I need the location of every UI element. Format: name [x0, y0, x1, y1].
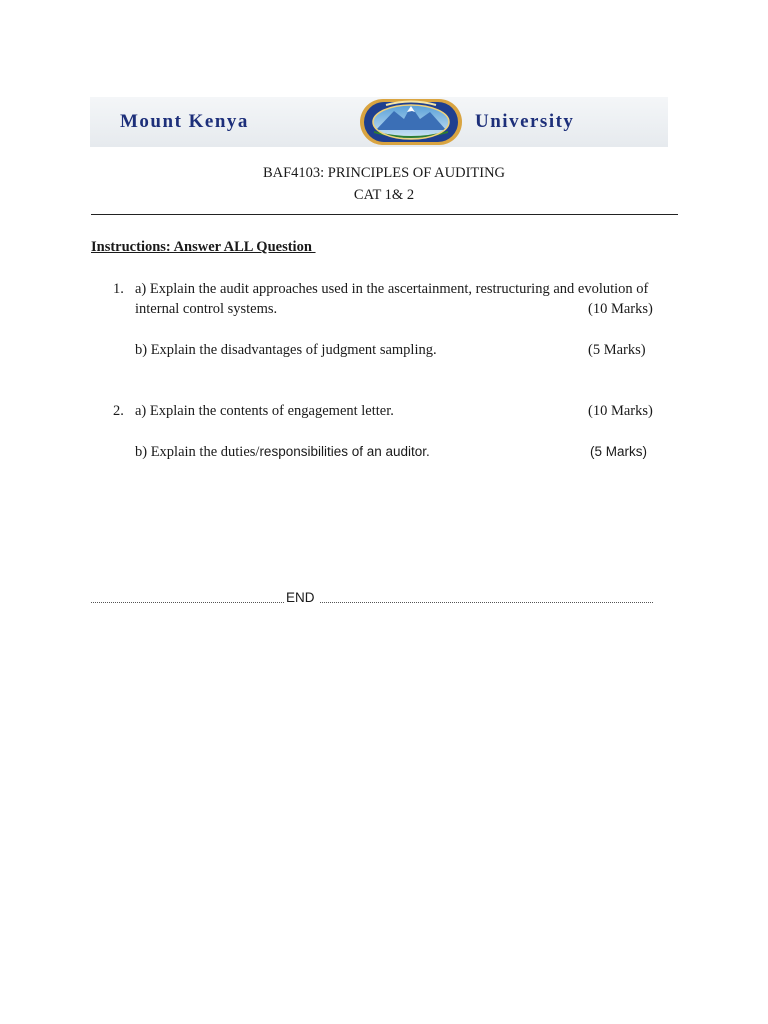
question-1b-marks: (5 Marks) [588, 342, 646, 358]
university-crest-icon [360, 97, 462, 147]
question-1a-text: a) Explain the audit approaches used in the ascertainment, restructuring and evolution of [135, 281, 649, 297]
question-1a-marks: (10 Marks) [588, 301, 653, 317]
dotted-leader-right [320, 602, 653, 603]
question-1b-text: b) Explain the disadvantages of judgment sampling. [135, 342, 437, 358]
question-2b-text-serif: b) Explain the duties/ [135, 444, 260, 460]
question-1a-text-continued: internal control systems. [135, 301, 278, 317]
question-2b-text [135, 444, 430, 461]
question-2a-marks: (10 Marks) [588, 403, 653, 419]
question-number: 1. [113, 281, 124, 297]
assessment-title: CAT 1& 2 [353, 187, 415, 203]
question-2b-marks: (5 Marks) [590, 444, 647, 459]
question-number: 2. [113, 403, 124, 419]
end-of-paper-line [91, 590, 653, 608]
logo-text-right: University [475, 111, 575, 132]
course-title: BAF4103: PRINCIPLES OF AUDITING [262, 165, 506, 181]
dotted-leader-left [91, 602, 284, 603]
question-2b-text-sans: responsibilities of an auditor. [259, 444, 430, 459]
instructions-heading: Instructions: Answer ALL Question [91, 239, 316, 255]
end-marker: END [286, 590, 315, 605]
logo-text-left: Mount Kenya [120, 111, 249, 132]
university-logo-banner [90, 97, 668, 147]
header-divider [91, 214, 678, 215]
question-2a-text: a) Explain the contents of engagement letter. [135, 403, 394, 419]
